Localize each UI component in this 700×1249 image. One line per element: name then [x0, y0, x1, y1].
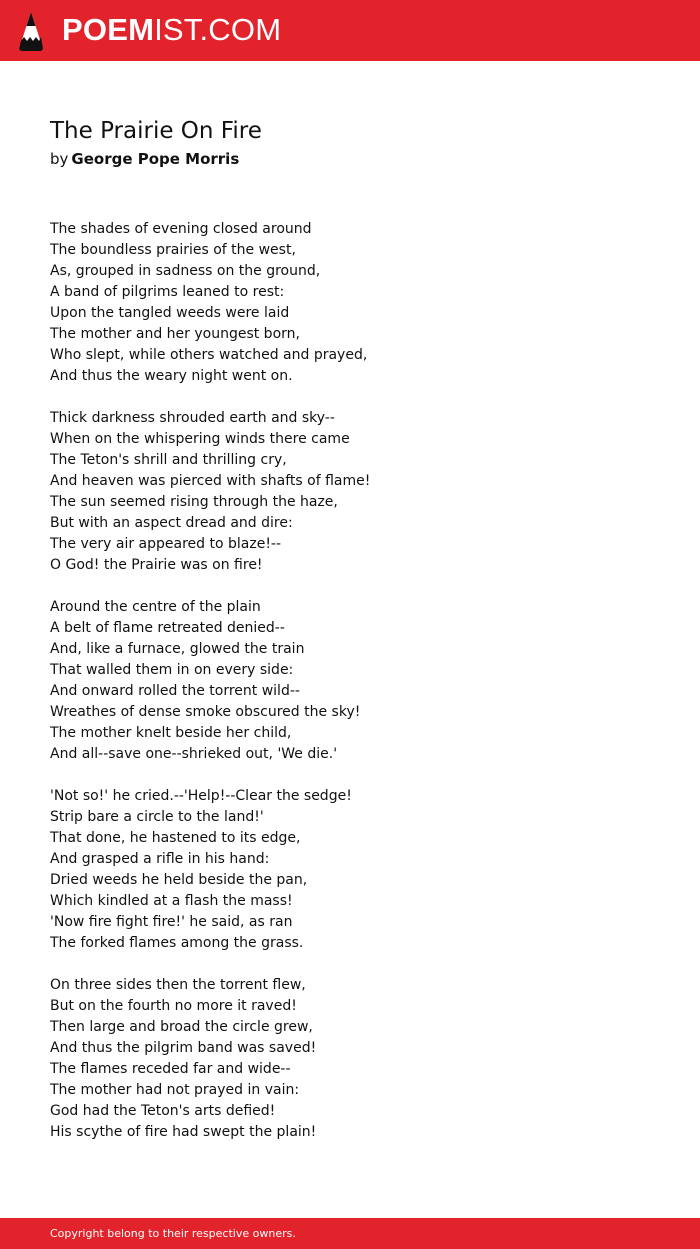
poem-line: His scythe of fire had swept the plain! [50, 1124, 317, 1140]
poem-line: Upon the tangled weeds were laid [50, 305, 290, 321]
poem-line: The forked flames among the grass. [50, 935, 304, 951]
poem-line: And heaven was pierced with shafts of flame! [50, 473, 371, 489]
stanza-1 [50, 219, 650, 387]
poem-line: God had the Teton's arts defied! [50, 1103, 276, 1119]
poem-line: And all--save one--shrieked out, 'We die.' [50, 746, 338, 762]
poem-title: The Prairie On Fire [50, 118, 262, 144]
poem-line: The flames receded far and wide-- [50, 1061, 291, 1077]
poem-line: The Teton's shrill and thrilling cry, [50, 452, 287, 468]
stanza-5 [50, 975, 650, 1143]
pencil-tip-icon[interactable] [18, 10, 44, 52]
poem-line: Strip bare a circle to the land!' [50, 809, 264, 825]
poem-line: The mother and her youngest born, [50, 326, 300, 342]
poem-line: And, like a furnace, glowed the train [50, 641, 305, 657]
poem-line: But with an aspect dread and dire: [50, 515, 293, 531]
poem-line: Thick darkness shrouded earth and sky-- [50, 410, 335, 426]
poem-line: And thus the weary night went on. [50, 368, 293, 384]
site-brand[interactable] [62, 10, 281, 50]
stanza-3 [50, 597, 650, 765]
poem-line: The mother had not prayed in vain: [50, 1082, 300, 1098]
brand-strong-text: POEM [62, 12, 155, 47]
poem-line: O God! the Prairie was on fire! [50, 557, 263, 573]
site-footer [0, 1218, 700, 1249]
poem-line: That walled them in on every side: [50, 662, 294, 678]
poem-line: A band of pilgrims leaned to rest: [50, 284, 285, 300]
poem-body [50, 219, 650, 1164]
poem-line: The shades of evening closed around [50, 221, 312, 237]
copyright-text: Copyright belong to their respective owners. [50, 1227, 296, 1240]
stanza-2 [50, 408, 650, 576]
poem-line: Who slept, while others watched and prayed, [50, 347, 368, 363]
poem-line: As, grouped in sadness on the ground, [50, 263, 321, 279]
poem-line: The very air appeared to blaze!-- [50, 536, 282, 552]
stanza-4 [50, 786, 650, 954]
poem-line: But on the fourth no more it raved! [50, 998, 297, 1014]
poem-line: The mother knelt beside her child, [50, 725, 292, 741]
poem-line: And onward rolled the torrent wild-- [50, 683, 300, 699]
poem-line: Then large and broad the circle grew, [50, 1019, 313, 1035]
poem-line: The boundless prairies of the west, [50, 242, 296, 258]
poem-line: 'Not so!' he cried.--'Help!--Clear the sedge! [50, 788, 352, 804]
poem-line: When on the whispering winds there came [50, 431, 350, 447]
poem-author: George Pope Morris [71, 150, 240, 168]
brand-light-text: IST.COM [154, 12, 282, 47]
poem-line: And thus the pilgrim band was saved! [50, 1040, 317, 1056]
poem-byline [50, 149, 239, 169]
poem-line: That done, he hastened to its edge, [50, 830, 301, 846]
poem-line: A belt of flame retreated denied-- [50, 620, 285, 636]
poem-line: On three sides then the torrent flew, [50, 977, 306, 993]
poem-line: Dried weeds he held beside the pan, [50, 872, 308, 888]
poem-line: 'Now fire fight fire!' he said, as ran [50, 914, 293, 930]
poem-line: The sun seemed rising through the haze, [50, 494, 338, 510]
poem-line: Which kindled at a flash the mass! [50, 893, 293, 909]
poem-line: And grasped a rifle in his hand: [50, 851, 270, 867]
poem-line: Wreathes of dense smoke obscured the sky! [50, 704, 361, 720]
site-header [0, 0, 700, 61]
byline-prefix: by [50, 150, 69, 168]
poem-line: Around the centre of the plain [50, 599, 261, 615]
